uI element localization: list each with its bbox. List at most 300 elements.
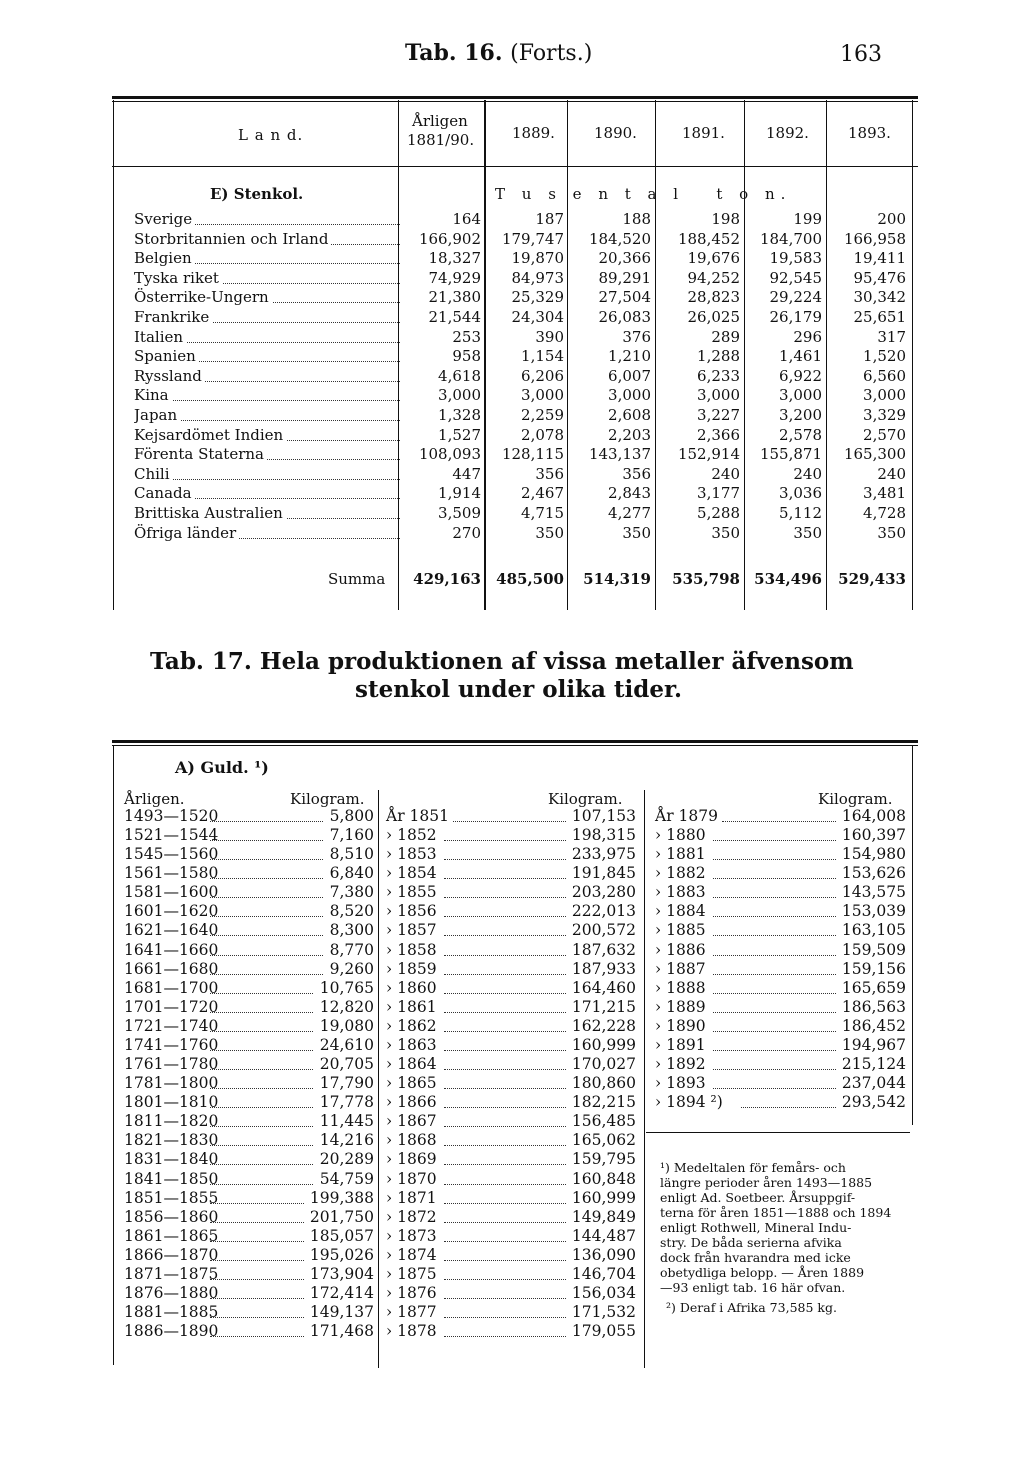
kilogram-value: 172,414 bbox=[309, 1284, 374, 1302]
leader-dots bbox=[444, 1145, 566, 1146]
cell-value: 84,973 bbox=[511, 268, 564, 287]
cell-value: 26,025 bbox=[687, 308, 740, 326]
kilogram-value: 12,820 bbox=[319, 997, 374, 1016]
leader-dots bbox=[444, 1184, 566, 1185]
kilogram-value: 187,933 bbox=[571, 959, 636, 978]
footnote-rule bbox=[646, 1132, 910, 1133]
summa-value: 534,496 bbox=[754, 570, 822, 588]
leader-dots bbox=[210, 1317, 304, 1318]
kilogram-value: 200,572 bbox=[571, 921, 636, 940]
period-label: 1831—1840 bbox=[124, 1150, 219, 1169]
cell-value: 108,093 bbox=[418, 445, 481, 464]
summa-value: 429,163 bbox=[413, 570, 481, 588]
period-label: 1871—1875 bbox=[124, 1264, 219, 1283]
period-label: 1886—1890 bbox=[124, 1322, 219, 1341]
period-label: 1811—1820 bbox=[124, 1112, 219, 1131]
kilogram-value: 165,062 bbox=[571, 1131, 636, 1150]
list-item bbox=[124, 1092, 374, 1112]
period-label: › 1861 bbox=[386, 997, 437, 1016]
list-item bbox=[655, 920, 906, 940]
leader-dots bbox=[210, 955, 323, 956]
leader-dots bbox=[444, 974, 566, 975]
list-item bbox=[386, 844, 636, 864]
country-label: Tyska riket bbox=[134, 269, 222, 287]
kilogram-value: 163,105 bbox=[841, 921, 906, 940]
country-name bbox=[134, 287, 404, 307]
list-item bbox=[386, 920, 636, 940]
kilogram-value: 237,044 bbox=[841, 1074, 906, 1093]
list-item bbox=[124, 863, 374, 883]
cell-value: 3,177 bbox=[697, 484, 740, 503]
leader-dots bbox=[210, 1336, 304, 1337]
period-label: › 1870 bbox=[386, 1169, 437, 1188]
footnote-2: ²) Deraf i Afrika 73,585 kg. bbox=[666, 1300, 837, 1315]
col-header-year: 1890. bbox=[594, 124, 637, 142]
cell-value: 447 bbox=[452, 464, 481, 483]
table-row bbox=[0, 346, 1024, 366]
cell-value: 3,036 bbox=[779, 484, 822, 503]
period-label: › 1864 bbox=[386, 1055, 437, 1074]
list-item bbox=[386, 1283, 636, 1303]
period-label: › 1857 bbox=[386, 921, 437, 940]
leader-dots bbox=[210, 821, 323, 822]
cell-value: 6,007 bbox=[608, 366, 651, 385]
list-item bbox=[124, 1130, 374, 1150]
kilogram-value: 160,848 bbox=[571, 1169, 636, 1188]
kilogram-value: 5,800 bbox=[329, 807, 374, 825]
footnote-line: längre perioder åren 1493—1885 bbox=[660, 1175, 873, 1190]
tab17-title-line1: Tab. 17. Hela produktionen af vissa metaller äfvensom bbox=[150, 648, 854, 675]
list-item bbox=[655, 940, 906, 960]
footnote-line: stry. De båda serierna afvika bbox=[660, 1235, 842, 1250]
cell-value: 289 bbox=[711, 327, 740, 346]
list-item bbox=[655, 844, 906, 864]
leader-dots bbox=[444, 916, 566, 917]
list-item bbox=[124, 882, 374, 902]
kilogram-value: 153,626 bbox=[841, 864, 906, 883]
list-item bbox=[386, 1073, 636, 1093]
cell-value: 3,000 bbox=[438, 386, 481, 405]
list-item bbox=[124, 844, 374, 864]
summa-value: 514,319 bbox=[583, 570, 651, 588]
kilogram-value: 182,215 bbox=[571, 1093, 636, 1112]
list-item bbox=[124, 940, 374, 960]
cell-value: 5,112 bbox=[779, 504, 822, 522]
country-label: Kejsardömet Indien bbox=[134, 426, 286, 444]
country-label: Österrike-Ungern bbox=[134, 288, 272, 306]
period-label: 1841—1850 bbox=[124, 1169, 219, 1188]
kilogram-value: 20,289 bbox=[319, 1150, 374, 1169]
summa-value: 535,798 bbox=[672, 570, 740, 588]
list-item bbox=[124, 1073, 374, 1093]
leader-dots bbox=[444, 1050, 566, 1051]
period-label: › 1865 bbox=[386, 1074, 437, 1093]
col-header-year: 1889. bbox=[512, 124, 555, 142]
leader-dots bbox=[713, 974, 836, 975]
kilogram-value: 6,840 bbox=[329, 864, 374, 883]
cell-value: 356 bbox=[622, 464, 651, 483]
cell-value: 184,520 bbox=[588, 229, 651, 248]
unit-label: T u s e n t a l t o n. bbox=[495, 185, 792, 203]
cell-value: 6,922 bbox=[779, 366, 822, 385]
cell-value: 155,871 bbox=[759, 445, 822, 464]
period-label: › 1862 bbox=[386, 1016, 437, 1035]
period-label: 1521—1544 bbox=[124, 826, 219, 845]
cell-value: 187 bbox=[535, 210, 564, 228]
kilogram-value: 186,563 bbox=[841, 997, 906, 1016]
list-item bbox=[655, 997, 906, 1017]
cell-value: 350 bbox=[535, 523, 564, 542]
cell-value: 166,958 bbox=[843, 229, 906, 248]
list-item bbox=[386, 1226, 636, 1246]
list-item bbox=[124, 1226, 374, 1246]
tab17-title-line2: stenkol under olika tider. bbox=[355, 676, 682, 703]
period-label: 1741—1760 bbox=[124, 1035, 219, 1054]
list-item bbox=[386, 901, 636, 921]
table-row bbox=[0, 444, 1024, 464]
table-row bbox=[0, 464, 1024, 484]
footnote-line: dock från hvarandra med icke bbox=[660, 1250, 851, 1265]
cell-value: 2,259 bbox=[521, 406, 564, 424]
cell-value: 25,329 bbox=[511, 288, 564, 307]
cell-value: 376 bbox=[622, 327, 651, 346]
top-rule-thin bbox=[112, 101, 918, 102]
cell-value: 1,520 bbox=[863, 347, 906, 366]
list-item bbox=[386, 1111, 636, 1131]
kilogram-value: 7,380 bbox=[329, 883, 374, 902]
list-item bbox=[386, 825, 636, 845]
list-item bbox=[655, 863, 906, 883]
col-header-period: 1881/90. bbox=[407, 131, 475, 149]
leader-dots bbox=[444, 859, 566, 860]
cell-value: 2,203 bbox=[608, 425, 651, 444]
kilogram-value: 11,445 bbox=[319, 1112, 374, 1131]
period-label: 1876—1880 bbox=[124, 1284, 219, 1302]
leader-dots bbox=[713, 897, 836, 898]
country-label: Ryssland bbox=[134, 367, 205, 385]
cell-value: 3,329 bbox=[863, 406, 906, 424]
period-label: 1621—1640 bbox=[124, 921, 219, 940]
table-row bbox=[0, 268, 1024, 288]
tab17-top-rule bbox=[112, 740, 918, 743]
cell-value: 5,288 bbox=[697, 504, 740, 522]
cell-value: 1,527 bbox=[438, 425, 481, 444]
leader-dots bbox=[210, 1222, 304, 1223]
leader-dots bbox=[713, 878, 836, 879]
leader-dots bbox=[713, 935, 836, 936]
list-item bbox=[124, 959, 374, 979]
period-label: 1681—1700 bbox=[124, 978, 219, 997]
cell-value: 2,467 bbox=[521, 484, 564, 503]
cell-value: 3,000 bbox=[521, 386, 564, 405]
cell-value: 350 bbox=[622, 523, 651, 542]
leader-dots bbox=[210, 1050, 313, 1051]
cell-value: 165,300 bbox=[843, 445, 906, 464]
table-row bbox=[0, 483, 1024, 503]
table-row bbox=[0, 425, 1024, 445]
footnote-line: enligt Rothwell, Mineral Indu- bbox=[660, 1220, 852, 1235]
leader-dots bbox=[210, 993, 313, 994]
kilogram-value: 156,034 bbox=[571, 1284, 636, 1302]
cell-value: 184,700 bbox=[759, 229, 822, 248]
list-item bbox=[655, 806, 906, 826]
col1-header: Årligen. bbox=[124, 790, 185, 808]
leader-dots bbox=[722, 821, 835, 822]
leader-dots bbox=[713, 1069, 836, 1070]
cell-value: 2,843 bbox=[608, 484, 651, 503]
cell-value: 152,914 bbox=[677, 445, 740, 464]
country-name bbox=[134, 366, 404, 386]
list-item bbox=[655, 959, 906, 979]
cell-value: 19,676 bbox=[687, 249, 740, 268]
list-item bbox=[386, 1054, 636, 1074]
cell-value: 240 bbox=[711, 464, 740, 483]
cell-value: 350 bbox=[711, 523, 740, 542]
list-item bbox=[124, 1207, 374, 1227]
list-item bbox=[655, 825, 906, 845]
list-item bbox=[124, 1111, 374, 1131]
cell-value: 92,545 bbox=[769, 268, 822, 287]
leader-dots bbox=[210, 1241, 304, 1242]
kilogram-value: 201,750 bbox=[309, 1207, 374, 1226]
kilogram-value: 14,216 bbox=[319, 1131, 374, 1150]
top-rule bbox=[112, 96, 918, 99]
tab-label: Tab. 16. bbox=[405, 40, 503, 66]
list-item bbox=[386, 997, 636, 1017]
cell-value: 4,277 bbox=[608, 504, 651, 522]
kilogram-value: 191,845 bbox=[571, 864, 636, 883]
summa-value: 529,433 bbox=[838, 570, 906, 588]
tab17-left-border bbox=[113, 745, 114, 1365]
cell-value: 240 bbox=[877, 464, 906, 483]
list-item bbox=[655, 1073, 906, 1093]
cell-value: 200 bbox=[877, 210, 906, 228]
kilogram-value: 107,153 bbox=[571, 807, 636, 825]
cell-value: 2,366 bbox=[697, 425, 740, 444]
col3-kilogram: Kilogram. bbox=[818, 790, 893, 808]
kilogram-value: 153,039 bbox=[841, 902, 906, 921]
col-header-year: 1891. bbox=[682, 124, 725, 142]
summa-label: Summa bbox=[328, 570, 386, 588]
kilogram-value: 203,280 bbox=[571, 883, 636, 902]
cell-value: 1,210 bbox=[608, 347, 651, 366]
kilogram-value: 162,228 bbox=[571, 1016, 636, 1035]
period-label: År 1879 bbox=[655, 807, 718, 825]
country-name bbox=[134, 444, 404, 464]
header-rule bbox=[112, 166, 918, 167]
cell-value: 21,380 bbox=[428, 288, 481, 307]
kilogram-value: 199,388 bbox=[309, 1188, 374, 1207]
period-label: 1866—1870 bbox=[124, 1245, 219, 1264]
period-label: 1581—1600 bbox=[124, 883, 219, 902]
kilogram-value: 160,397 bbox=[841, 826, 906, 845]
cell-value: 3,000 bbox=[697, 386, 740, 405]
leader-dots bbox=[713, 840, 836, 841]
country-name bbox=[134, 209, 404, 229]
leader-dots bbox=[210, 1298, 304, 1299]
kilogram-value: 17,778 bbox=[319, 1093, 374, 1112]
period-label: 1601—1620 bbox=[124, 902, 219, 921]
kilogram-value: 215,124 bbox=[841, 1055, 906, 1074]
period-label: 1561—1580 bbox=[124, 864, 219, 883]
cell-value: 26,179 bbox=[769, 308, 822, 326]
list-item bbox=[386, 1264, 636, 1284]
cell-value: 29,224 bbox=[769, 288, 822, 307]
list-item bbox=[386, 1169, 636, 1189]
leader-dots bbox=[210, 1069, 313, 1070]
period-label: › 1890 bbox=[655, 1016, 706, 1035]
leader-dots bbox=[444, 1317, 566, 1318]
country-label: Öfriga länder bbox=[134, 524, 239, 542]
cell-value: 143,137 bbox=[588, 445, 651, 464]
leader-dots bbox=[134, 400, 400, 401]
kilogram-value: 17,790 bbox=[319, 1074, 374, 1093]
kilogram-value: 149,849 bbox=[571, 1207, 636, 1226]
leader-dots bbox=[713, 993, 836, 994]
cell-value: 95,476 bbox=[853, 268, 906, 287]
period-label: 1545—1560 bbox=[124, 845, 219, 864]
cell-value: 188,452 bbox=[677, 229, 740, 248]
kilogram-value: 54,759 bbox=[319, 1169, 374, 1188]
period-label: › 1871 bbox=[386, 1188, 437, 1207]
leader-dots bbox=[210, 1203, 304, 1204]
period-label: 1761—1780 bbox=[124, 1055, 219, 1074]
kilogram-value: 164,008 bbox=[841, 807, 906, 825]
period-label: 1801—1810 bbox=[124, 1093, 219, 1112]
cell-value: 19,870 bbox=[511, 249, 564, 268]
kilogram-value: 293,542 bbox=[841, 1093, 906, 1112]
cell-value: 3,509 bbox=[438, 504, 481, 522]
country-name bbox=[134, 405, 404, 425]
cell-value: 28,823 bbox=[687, 288, 740, 307]
kilogram-value: 7,160 bbox=[329, 826, 374, 845]
leader-dots bbox=[713, 1031, 836, 1032]
kilogram-value: 160,999 bbox=[571, 1188, 636, 1207]
leader-dots bbox=[444, 935, 566, 936]
period-label: 1861—1865 bbox=[124, 1226, 219, 1245]
kilogram-value: 187,632 bbox=[571, 940, 636, 959]
kilogram-value: 8,510 bbox=[329, 845, 374, 864]
cell-value: 3,227 bbox=[697, 406, 740, 424]
country-label: Storbritannien och Irland bbox=[134, 230, 331, 248]
leader-dots bbox=[444, 1107, 566, 1108]
period-label: › 1886 bbox=[655, 940, 706, 959]
list-item bbox=[386, 940, 636, 960]
period-label: › 1889 bbox=[655, 997, 706, 1016]
period-label: › 1867 bbox=[386, 1112, 437, 1131]
cell-value: 94,252 bbox=[687, 268, 740, 287]
leader-dots bbox=[444, 840, 566, 841]
country-label: Italien bbox=[134, 328, 186, 346]
leader-dots bbox=[444, 1336, 566, 1337]
country-label: Canada bbox=[134, 484, 195, 502]
leader-dots bbox=[444, 1298, 566, 1299]
country-name bbox=[134, 346, 404, 366]
period-label: › 1868 bbox=[386, 1131, 437, 1150]
country-name bbox=[134, 483, 404, 503]
leader-dots bbox=[444, 1031, 566, 1032]
cell-value: 20,366 bbox=[598, 249, 651, 268]
table-row bbox=[0, 248, 1024, 268]
leader-dots bbox=[210, 1088, 313, 1089]
list-item bbox=[386, 1149, 636, 1169]
leader-dots bbox=[444, 1164, 566, 1165]
period-label: År 1851 bbox=[386, 807, 449, 825]
list-item bbox=[124, 1054, 374, 1074]
list-item bbox=[386, 978, 636, 998]
table-row bbox=[0, 307, 1024, 327]
kilogram-value: 156,485 bbox=[571, 1112, 636, 1131]
cell-value: 3,200 bbox=[779, 406, 822, 424]
country-name bbox=[134, 307, 404, 327]
kilogram-value: 136,090 bbox=[571, 1245, 636, 1264]
leader-dots bbox=[210, 859, 323, 860]
footnote-1 bbox=[660, 1160, 891, 1295]
leader-dots bbox=[210, 974, 323, 975]
leader-dots bbox=[444, 1069, 566, 1070]
leader-dots bbox=[444, 897, 566, 898]
kilogram-value: 144,487 bbox=[571, 1226, 636, 1245]
leader-dots bbox=[444, 1279, 566, 1280]
cell-value: 2,608 bbox=[608, 406, 651, 424]
kilogram-value: 179,055 bbox=[571, 1322, 636, 1341]
cell-value: 296 bbox=[793, 327, 822, 346]
leader-dots bbox=[210, 935, 323, 936]
period-label: 1641—1660 bbox=[124, 940, 219, 959]
period-label: 1856—1860 bbox=[124, 1207, 219, 1226]
kilogram-value: 159,509 bbox=[841, 940, 906, 959]
cell-value: 2,078 bbox=[521, 425, 564, 444]
list-item bbox=[124, 1188, 374, 1208]
cell-value: 179,747 bbox=[501, 229, 564, 248]
table-row bbox=[0, 287, 1024, 307]
leader-dots bbox=[713, 916, 836, 917]
period-label: › 1859 bbox=[386, 959, 437, 978]
tab17-col-divider bbox=[378, 790, 379, 1368]
leader-dots bbox=[444, 1222, 566, 1223]
leader-dots bbox=[210, 916, 323, 917]
kilogram-value: 8,520 bbox=[329, 902, 374, 921]
kilogram-value: 170,027 bbox=[571, 1055, 636, 1074]
leader-dots bbox=[444, 1241, 566, 1242]
cell-value: 19,583 bbox=[769, 249, 822, 268]
table-row bbox=[0, 327, 1024, 347]
cell-value: 4,715 bbox=[521, 504, 564, 522]
table-header bbox=[405, 40, 592, 66]
kilogram-value: 198,315 bbox=[571, 826, 636, 845]
period-label: 1701—1720 bbox=[124, 997, 219, 1016]
cell-value: 240 bbox=[793, 464, 822, 483]
kilogram-value: 173,904 bbox=[309, 1264, 374, 1283]
col2-kilogram: Kilogram. bbox=[548, 790, 623, 808]
period-label: › 1880 bbox=[655, 826, 706, 845]
cell-value: 270 bbox=[452, 523, 481, 542]
cell-value: 128,115 bbox=[501, 445, 564, 464]
list-item bbox=[386, 1092, 636, 1112]
period-label: 1661—1680 bbox=[124, 959, 219, 978]
period-label: › 1888 bbox=[655, 978, 706, 997]
cell-value: 1,288 bbox=[697, 347, 740, 366]
leader-dots bbox=[713, 1088, 836, 1089]
cell-value: 350 bbox=[877, 523, 906, 542]
kilogram-value: 233,975 bbox=[571, 845, 636, 864]
leader-dots bbox=[444, 878, 566, 879]
cell-value: 2,570 bbox=[863, 425, 906, 444]
cell-value: 390 bbox=[535, 327, 564, 346]
leader-dots bbox=[210, 1107, 313, 1108]
country-label: Belgien bbox=[134, 249, 195, 267]
period-label: 1881—1885 bbox=[124, 1303, 219, 1322]
